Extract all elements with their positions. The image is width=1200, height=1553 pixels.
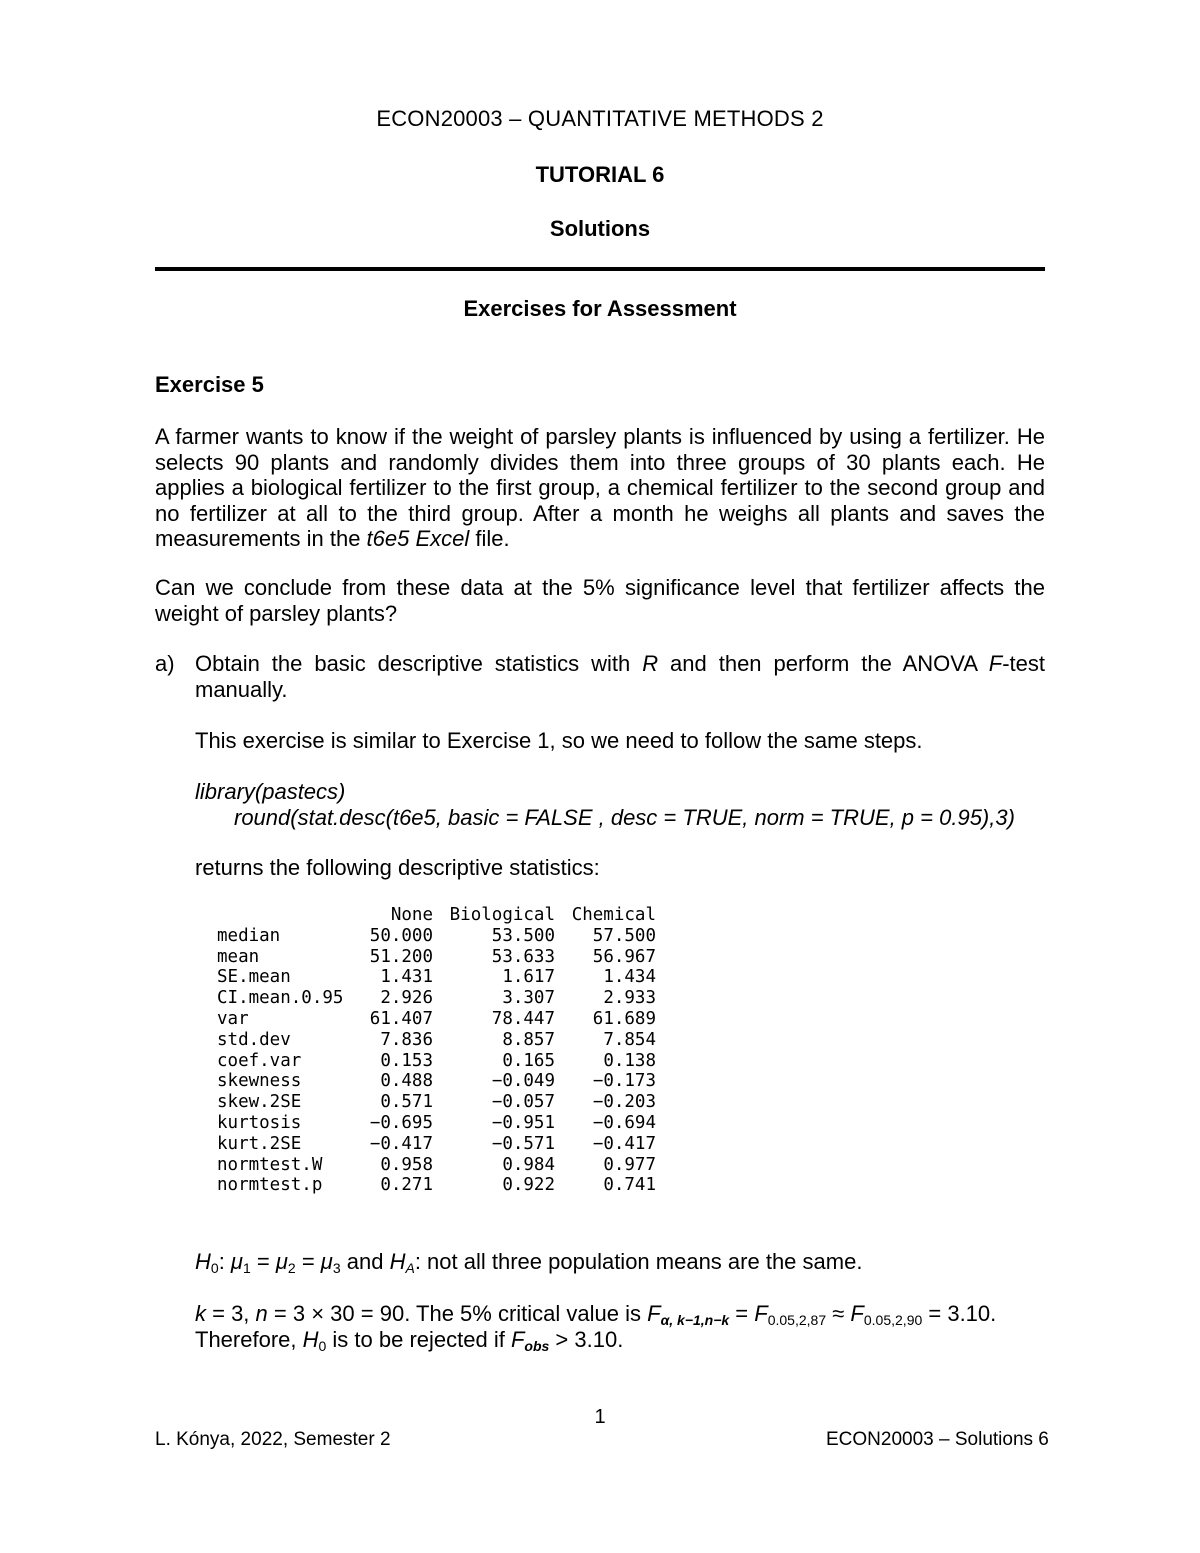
tutorial-title: TUTORIAL 6 (535, 162, 665, 187)
table-cell: 1.431 (380, 967, 433, 988)
table-row (217, 947, 656, 968)
table-cell: 0.488 (380, 1071, 433, 1092)
table-cell: 57.500 (592, 925, 656, 946)
table-cell: 0.138 (603, 1050, 656, 1071)
table-row (217, 926, 656, 947)
horizontal-rule (155, 267, 1045, 271)
row-label: skew.2SE (217, 1092, 302, 1113)
table-cell: 56.967 (592, 946, 656, 967)
exercise-title: Exercise 5 (155, 372, 264, 397)
table-cell: 1.617 (502, 967, 555, 988)
stats-header-row (217, 905, 656, 926)
row-label: kurt.2SE (217, 1133, 302, 1154)
table-row (217, 1051, 656, 1072)
table-cell: −0.417 (592, 1133, 656, 1154)
row-label: normtest.p (217, 1175, 323, 1196)
section-title: Exercises for Assessment (463, 296, 737, 321)
table-cell: −0.203 (592, 1092, 656, 1113)
exercise-paragraph-2: Can we conclude from these data at the 5% significance level that fertilizer affects the weight of parsley plants? (155, 575, 1045, 626)
table-row (217, 1175, 656, 1196)
table-cell: 51.200 (369, 946, 433, 967)
row-label: var (217, 1008, 249, 1029)
stats-table (217, 905, 656, 1196)
page-number: 1 (594, 1406, 606, 1428)
table-cell: 7.854 (603, 1029, 656, 1050)
footer-left: L. Kónya, 2022, Semester 2 (155, 1429, 391, 1450)
table-cell: 78.447 (491, 1008, 555, 1029)
table-cell: 61.407 (369, 1008, 433, 1029)
row-label: mean (217, 946, 260, 967)
table-cell: −0.173 (592, 1071, 656, 1092)
table-cell: 0.153 (380, 1050, 433, 1071)
code-library: library(pastecs) (195, 779, 346, 804)
table-cell: 0.571 (380, 1092, 433, 1113)
table-cell: 53.633 (491, 946, 555, 967)
table-row (217, 1092, 656, 1113)
table-cell: 0.165 (502, 1050, 555, 1071)
table-cell: −0.694 (592, 1112, 656, 1133)
column-header: Chemical (571, 905, 656, 925)
table-cell: 61.689 (592, 1008, 656, 1029)
table-cell: 0.977 (603, 1154, 656, 1175)
table-cell: −0.571 (491, 1133, 555, 1154)
row-label: kurtosis (217, 1112, 302, 1133)
table-cell: 2.926 (380, 988, 433, 1009)
table-cell: −0.417 (369, 1133, 433, 1154)
row-label: normtest.W (217, 1154, 323, 1175)
table-row (217, 988, 656, 1009)
row-label: std.dev (217, 1029, 291, 1050)
table-row (217, 1030, 656, 1051)
table-row (217, 967, 656, 988)
row-label: skewness (217, 1071, 302, 1092)
question-text: Obtain the basic descriptive statistics with R and then perform the ANOVA F-test manually. (195, 651, 1045, 702)
column-header: Biological (449, 905, 555, 925)
column-header: None (390, 905, 433, 925)
table-cell: 8.857 (502, 1029, 555, 1050)
table-row (217, 1113, 656, 1134)
table-cell: 0.984 (502, 1154, 555, 1175)
table-cell: 0.922 (502, 1175, 555, 1196)
table-row (217, 1071, 656, 1092)
solutions-subtitle: Solutions (549, 216, 651, 241)
footer-right: ECON20003 – Solutions 6 (826, 1429, 1049, 1450)
table-cell: 1.434 (603, 967, 656, 988)
exercise-paragraph-1: A farmer wants to know if the weight of parsley plants is influenced by using a fertilizer. He selects 90 plants and randomly divides them into three groups of 30 plants each. He applies a biological fertilizer to the first group, a chemical fertilizer to the second group and no fertilizer at all to the third group. After a month he weighs all plants and saves the measurements in the t6e5 Excel file. (155, 424, 1045, 551)
hypotheses: $H_0$: $\mu_1 = \mu_2 = \mu_3$ and $H_A$: not all three population means are the same. (195, 1249, 863, 1276)
table-cell: 53.500 (491, 925, 555, 946)
critical-value-text: k = 3, n = 3 × 30 = 90. The 5% critical value is $F_{\alpha, k-1,n-k} = F_{0.05,2,87} \approx F_{0.05,2,90} = 3.10$. Therefore, $H_0$ is to be rejected if $F_{obs} > 3.10$. (195, 1301, 997, 1354)
table-row (217, 1009, 656, 1030)
table-cell: 3.307 (502, 988, 555, 1009)
row-label: median (217, 925, 281, 946)
row-label: CI.mean.0.95 (217, 988, 344, 1009)
row-label: SE.mean (217, 967, 291, 988)
table-cell: 50.000 (369, 925, 433, 946)
question-label: a) (155, 651, 175, 676)
course-title: ECON20003 – QUANTITATIVE METHODS 2 (376, 106, 824, 131)
code-round: round(stat.desc(t6e5, basic = FALSE , desc = TRUE, norm = TRUE, p = 0.95),3) (234, 805, 1015, 830)
table-row (217, 1134, 656, 1155)
row-label: coef.var (217, 1050, 302, 1071)
similar-note: This exercise is similar to Exercise 1, so we need to follow the same steps. (195, 728, 923, 753)
returns-text: returns the following descriptive statistics: (195, 855, 600, 880)
table-cell: 0.271 (380, 1175, 433, 1196)
table-cell: −0.695 (369, 1112, 433, 1133)
table-row (217, 1155, 656, 1176)
table-cell: 0.958 (380, 1154, 433, 1175)
table-cell: −0.057 (491, 1092, 555, 1113)
table-cell: −0.049 (491, 1071, 555, 1092)
table-cell: −0.951 (491, 1112, 555, 1133)
table-cell: 2.933 (603, 988, 656, 1009)
table-cell: 0.741 (603, 1175, 656, 1196)
table-cell: 7.836 (380, 1029, 433, 1050)
